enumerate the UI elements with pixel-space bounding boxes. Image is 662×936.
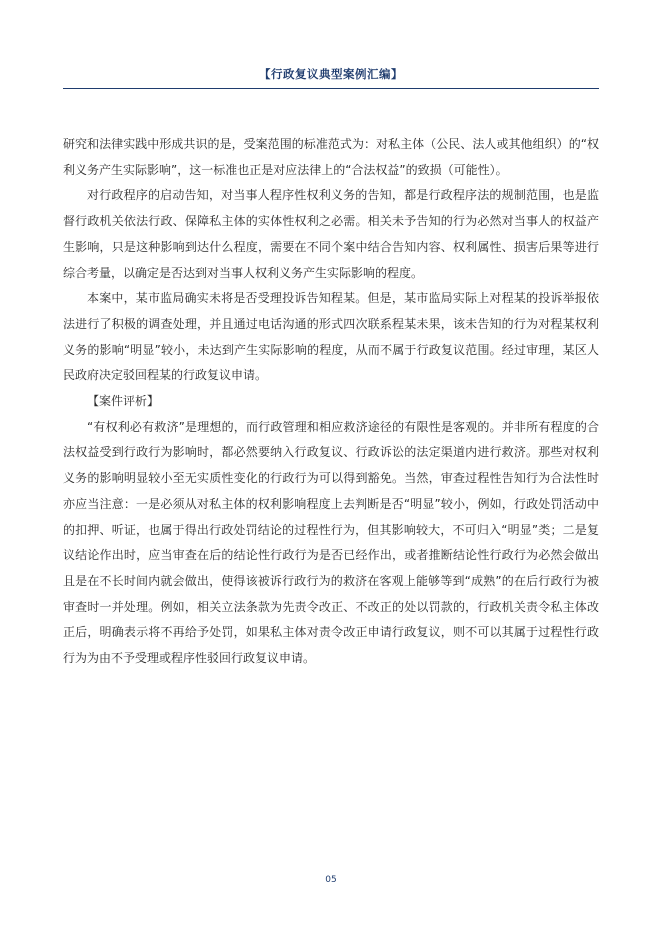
- document-header-title: 【行政复议典型案例汇编】: [259, 67, 403, 81]
- paragraph-case-facts: 本案中，某市监局确实未将是否受理投诉告知程某。但是，某市监局实际上对程某的投诉举报依法进行了积极的调查处理，并且通过电话沟通的形式四次联系程某未果，该未告知的行为对程某权利义务的影响“明显”较小，未达到产生实际影响的程度，从而不属于行政复议范围。经过审理，某区人民政府决定驳回程某的行政复议申请。: [63, 291, 599, 383]
- page-number: 05: [325, 875, 337, 885]
- paragraph-case-analysis: “有权利必有救济”是理想的，而行政管理和相应救济途径的有限性是客观的。并非所有程度的合法权益受到行政行为影响时，都必然要纳入行政复议、行政诉讼的法定渠道内进行救济。那些对权利义务的影响明显较小至无实质性变化的行政行为可以得到豁免。当然，审查过程性告知行为合法性时亦应当注意：一是必须从对私主体的权利影响程度上去判断是否“明显”较小，例如，行政处罚活动中的扣押、听证，也属于得出行政处罚结论的过程性行为，但其影响较大，不可归入“明显”类；二是复议结论作出时，应当审查在后的结论性行政行为是否已经作出，或者推断结论性行政行为必然会做出且是在不长时间内就会做出，使得该被诉行政行为的救济在客观上能够等到“成熟”的在后行政行为被审查时一并处理。例如，相关立法条款为先责令改正、不改正的处以罚款的，行政机关责令私主体改正后，明确表示将不再给予处罚，如果私主体对责令改正申请行政复议，则不可以其属于过程性行政行为为由不予受理或程序性驳回行政复议申请。: [63, 419, 599, 666]
- section-heading-case-analysis: 【案件评析】: [87, 394, 160, 409]
- document-body: [63, 132, 599, 672]
- paragraph-continuation: 研究和法律实践中形成共识的是，受案范围的标准范式为：对私主体（公民、法人或其他组织）的“权利义务产生实际影响”，这一标准也正是对应法律上的“合法权益”的致损（可能性）。: [63, 137, 599, 177]
- header-divider: [63, 88, 599, 89]
- paragraph-procedure-notice: 对行政程序的启动告知，对当事人程序性权利义务的告知，都是行政程序法的规制范围，也是监督行政机关依法行政、保障私主体的实体性权利之必需。相关未予告知的行为必然对当事人的权益产生影响，只是这种影响到达什么程度，需要在不同个案中结合告知内容、权利属性、损害后果等进行综合考量，以确定是否达到对当事人权利义务产生实际影响的程度。: [63, 188, 599, 280]
